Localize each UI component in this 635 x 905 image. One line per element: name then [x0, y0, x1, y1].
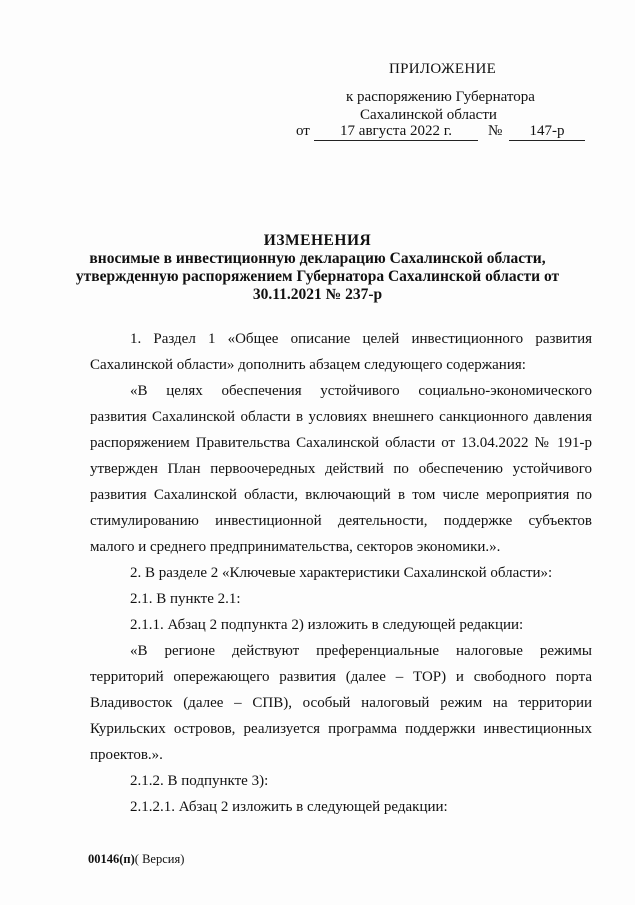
- paragraph-7: 2.1.2. В подпункте 3):: [130, 773, 269, 789]
- paragraph-2-line: развития Сахалинской области, включающий в том числе мероприятия по: [90, 487, 592, 503]
- footer-version: [88, 852, 184, 867]
- paragraph-6-line: «В регионе действуют преференциальные налоговые режимы: [130, 643, 592, 659]
- paragraph-6-line: Курильских островов, реализуется программа поддержки инвестиционных: [90, 721, 592, 737]
- document-subtitle-line-2: утвержденную распоряжением Губернатора Сахалинской области от: [75, 268, 560, 285]
- paragraph-2-line: «В целях обеспечения устойчивого социально-экономического: [130, 383, 592, 399]
- paragraph-5: 2.1.1. Абзац 2 подпункта 2) изложить в следующей редакции:: [130, 617, 524, 633]
- paragraph-6-line: Владивосток (далее – СПВ), особый налоговый режим на территории: [90, 695, 592, 711]
- paragraph-2-line: утвержден План первоочередных действий по обеспечению устойчивого: [90, 461, 592, 477]
- footer-code: 00146(п): [88, 852, 135, 866]
- paragraph-6-line: проектов.».: [90, 747, 163, 763]
- paragraph-2-line: малого и среднего предпринимательства, секторов экономики.».: [90, 539, 501, 555]
- appendix-date-row: [296, 123, 596, 143]
- appendix-title: ПРИЛОЖЕНИЕ: [389, 61, 497, 77]
- paragraph-8: 2.1.2.1. Абзац 2 изложить в следующей редакции:: [130, 799, 448, 815]
- paragraph-6-line: территорий опережающего развития (далее – ТОР) и свободного порта: [90, 669, 592, 685]
- document-title: ИЗМЕНЕНИЯ: [263, 232, 372, 249]
- from-label: от: [296, 123, 310, 139]
- appendix-reference: к распоряжению Губернатора: [346, 89, 535, 105]
- paragraph-2-line: развития Сахалинской области в условиях внешнего санкционного давления: [90, 409, 592, 425]
- document-subtitle-line-1: вносимые в инвестиционную декларацию Сахалинской области,: [89, 250, 546, 267]
- document-date: 17 августа 2022 г.: [314, 123, 478, 141]
- document-number: 147-р: [509, 123, 585, 141]
- document-subtitle-line-3: 30.11.2021 № 237-р: [252, 286, 383, 303]
- paragraph-2-line: распоряжением Правительства Сахалинской области от 13.04.2022 № 191-р: [90, 435, 592, 451]
- paragraph-3: 2. В разделе 2 «Ключевые характеристики Сахалинской области»:: [130, 565, 553, 581]
- paragraph-2-line: стимулированию инвестиционной деятельности, поддержке субъектов: [90, 513, 592, 529]
- paragraph-4: 2.1. В пункте 2.1:: [130, 591, 241, 607]
- appendix-region: Сахалинской области: [360, 107, 497, 123]
- paragraph-1-line: 1. Раздел 1 «Общее описание целей инвестиционного развития: [130, 331, 592, 347]
- footer-version-label: ( Версия): [134, 852, 185, 866]
- paragraph-1-line: Сахалинской области» дополнить абзацем следующего содержания:: [90, 357, 526, 373]
- number-label: №: [488, 123, 503, 139]
